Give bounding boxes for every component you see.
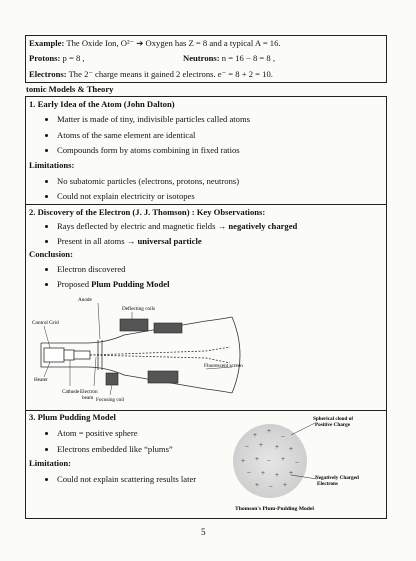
plum-limitation-1: Could not explain scattering results later	[57, 474, 197, 484]
svg-text:+: +	[253, 431, 257, 439]
label-fluorescent-screen: Fluorescent screen	[204, 363, 243, 369]
label-heater: Heater	[34, 377, 48, 383]
thomson-bullet-2	[57, 236, 202, 247]
conclusion-2	[57, 279, 169, 290]
divider-1	[26, 204, 386, 205]
bullet-icon	[45, 180, 48, 183]
label-cathode: Cathode	[62, 389, 80, 395]
conclusion-2-bold: Plum Pudding Model	[91, 279, 170, 289]
thomson-bullet-2-bold: universal particle	[137, 236, 202, 246]
dalton-bullet-1: Matter is made of tiny, indivisible particles called atoms	[57, 114, 250, 124]
svg-text:+: +	[241, 457, 245, 465]
svg-text:−: −	[247, 469, 251, 477]
focusing-coil	[106, 373, 118, 385]
deflecting-coil-bottom	[148, 371, 178, 383]
label-beam: beam	[82, 395, 94, 401]
plum-heading: 3. Plum Pudding Model	[29, 412, 116, 422]
example-label: Example:	[29, 38, 65, 48]
example-box	[25, 35, 387, 83]
dalton-bullet-2: Atoms of the same element are identical	[57, 130, 196, 140]
plum-pudding-diagram	[231, 413, 383, 517]
example-line-1	[29, 38, 281, 49]
protons-label: Protons:	[29, 53, 61, 63]
bullet-icon	[45, 225, 48, 228]
bullet-icon	[45, 118, 48, 121]
content-box	[25, 96, 387, 519]
bullet-icon	[45, 268, 48, 271]
bullet-icon	[45, 134, 48, 137]
crt-diagram	[26, 293, 386, 409]
label-anode: Anode	[78, 297, 92, 303]
dalton-bullet-3: Compounds form by atoms combining in fixed ratios	[57, 145, 240, 155]
bullet-icon	[45, 448, 48, 451]
plum-caption: Thomson's Plum-Pudding Model	[235, 506, 314, 512]
electrons-text: The 2⁻ charge means it gained 2 electrons. e⁻ = 8 + 2 = 10.	[68, 69, 273, 79]
dalton-limitation-1: No subatomic particles (electrons, protons, neutrons)	[57, 176, 240, 186]
svg-text:+: +	[289, 445, 293, 453]
svg-text:−: −	[295, 459, 299, 467]
thomson-bullet-1-text: Rays deflected by electric and magnetic fields →	[57, 221, 229, 231]
conclusion-1: Electron discovered	[57, 264, 126, 274]
deflecting-coil-top-right	[154, 323, 182, 333]
svg-text:+: +	[289, 469, 293, 477]
bullet-icon	[45, 283, 48, 286]
bullet-icon	[45, 240, 48, 243]
conclusion-2-text: Proposed	[57, 279, 92, 289]
label-focusing-coil: Focusing coil	[96, 397, 125, 403]
bullet-icon	[45, 195, 48, 198]
electrons-label: Electrons:	[29, 69, 67, 79]
svg-text:−: −	[269, 483, 273, 491]
thomson-bullet-1	[57, 221, 297, 232]
svg-text:−: −	[267, 457, 271, 465]
thomson-heading: 2. Discovery of the Electron (J. J. Thomson) : Key Observations:	[29, 207, 266, 217]
svg-text:+: +	[259, 441, 263, 449]
neutrons-line	[183, 53, 275, 64]
plum-bullet-1: Atom = positive sphere	[57, 428, 138, 438]
svg-text:+: +	[275, 443, 279, 451]
label-negative-electrons: Negatively Charged	[315, 475, 359, 481]
deflecting-coil-top-left	[120, 319, 148, 331]
svg-text:+: +	[255, 481, 259, 489]
svg-text:+: +	[281, 455, 285, 463]
plum-limitation-heading: Limitation:	[29, 458, 72, 468]
protons-text: p = 8 ,	[62, 53, 85, 63]
svg-text:+: +	[261, 469, 265, 477]
neutrons-text: n = 16 − 8 = 8 ,	[221, 53, 275, 63]
dalton-limitations-heading: Limitations:	[29, 160, 75, 170]
svg-text:+: +	[267, 427, 271, 435]
label-deflecting-coils: Deflecting coils	[122, 306, 155, 312]
svg-text:+: +	[283, 481, 287, 489]
conclusion-heading: Conclusion:	[29, 249, 73, 259]
section-title: tomic Models & Theory	[26, 84, 114, 94]
svg-text:+: +	[275, 471, 279, 479]
svg-text:−: −	[245, 443, 249, 451]
divider-2	[26, 410, 386, 411]
label-electrons: Electrons	[317, 481, 338, 487]
dalton-limitation-2: Could not explain electricity or isotopes	[57, 191, 195, 201]
plum-bullet-2: Electrons embedded like “plums”	[57, 444, 173, 454]
protons-line	[29, 53, 85, 64]
example-text: The Oxide Ion, O²⁻ ➔ Oxygen has Z = 8 and a typical A = 16.	[66, 38, 281, 48]
electrons-line	[29, 69, 273, 80]
svg-text:−: −	[281, 433, 285, 441]
label-control-grid: Control Grid	[32, 320, 59, 326]
label-spherical-cloud: Spherical cloud of	[313, 416, 354, 422]
bullet-icon	[45, 478, 48, 481]
neutrons-label: Neutrons:	[183, 53, 220, 63]
label-positive-charge: Positive Charge	[315, 422, 351, 428]
label-electron: Electron	[80, 389, 98, 395]
dalton-heading: 1. Early Idea of the Atom (John Dalton)	[29, 99, 175, 109]
bullet-icon	[45, 432, 48, 435]
bullet-icon	[45, 149, 48, 152]
thomson-bullet-1-bold: negatively charged	[228, 221, 298, 231]
svg-text:+: +	[255, 455, 259, 463]
thomson-bullet-2-text: Present in all atoms →	[57, 236, 138, 246]
page-number: 5	[201, 527, 206, 537]
